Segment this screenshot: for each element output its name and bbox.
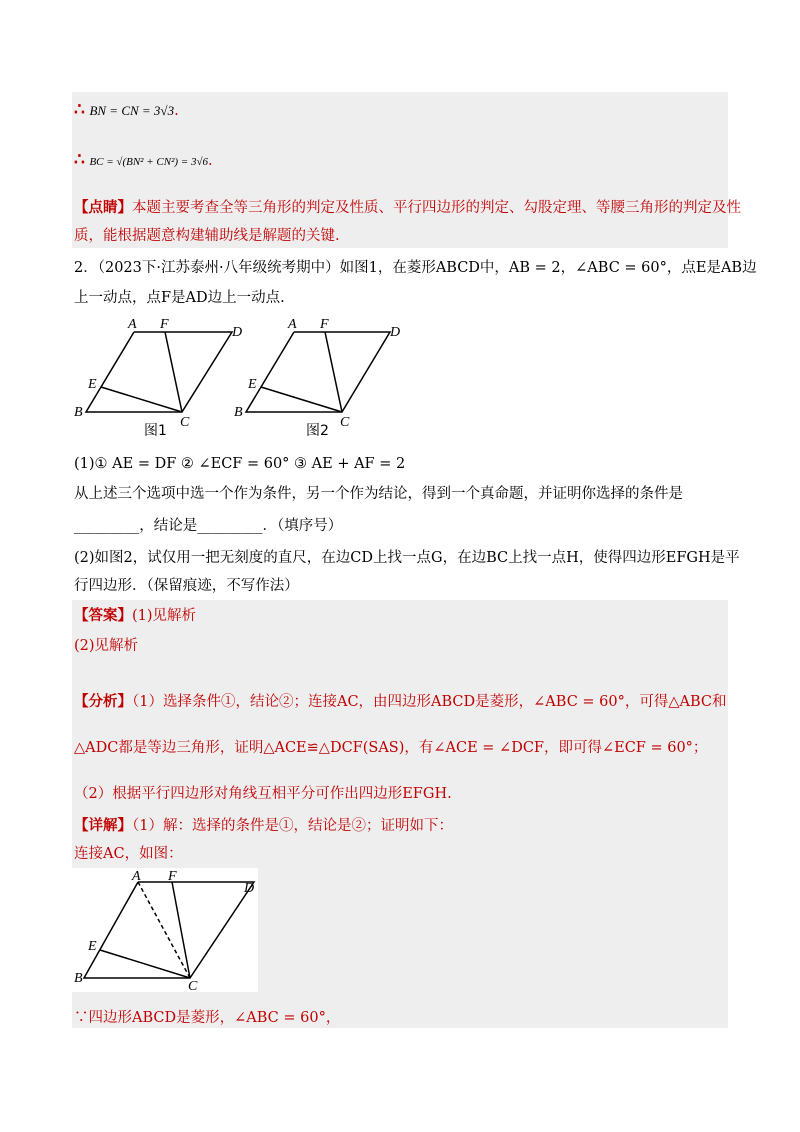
analysis-line1 — [74, 692, 727, 712]
label-A: A — [128, 317, 137, 332]
label-F: F — [168, 869, 177, 884]
q2-p1-options: (1)① AE = DF ② ∠ECF = 60° ③ AE + AF = 2 — [74, 456, 406, 472]
label-E: E — [88, 939, 97, 954]
detail-line1 — [74, 816, 453, 836]
comment-text1: 本题主要考查全等三角形的判定及性质、平行四边形的判定、勾股定理、等腰三角形的判定及性 — [132, 200, 741, 216]
therefore-symbol: ∴ — [74, 100, 85, 120]
comment-text2: 质，能根据题意构建辅助线是解题的关键. — [74, 228, 340, 244]
label-C: C — [340, 415, 350, 430]
label-D: D — [232, 325, 243, 340]
figure-1-caption: 图1 — [144, 423, 167, 439]
label-B: B — [234, 405, 243, 420]
detail-line2: 连接AC，如图： — [74, 846, 183, 862]
label-A: A — [288, 317, 297, 332]
answer-tag: 【答案】 — [74, 607, 132, 624]
sol1-end1: . — [174, 103, 179, 119]
sol1-math1: BN = CN = 3√3 — [89, 103, 175, 118]
q2-p2-line1: (2)如图2，试仅用一把无刻度的直尺，在边CD上找一点G，在边BC上找一点H，使得四边形EFGH是平 — [74, 550, 740, 566]
detail-line3: ∵四边形ABCD是菱形，∠ABC = 60°， — [74, 1010, 341, 1026]
q2-line2: 上一动点，点F是AD边上一动点. — [74, 290, 285, 306]
rhombus-diagram-3 — [72, 868, 258, 992]
analysis-an1: （1）选择条件①，结论②；连接AC，由四边形ABCD是菱形，∠ABC = 60°，可得△ABC和 — [132, 694, 727, 710]
comment-line2 — [74, 226, 340, 246]
analysis-line2: △ADC都是等边三角形，证明△ACE≌△DCF(SAS)，有∠ACE = ∠DCF，即可得∠ECF = 60°； — [74, 740, 708, 756]
sol1-line1 — [74, 100, 179, 121]
detail-tag: 【详解】 — [74, 817, 132, 834]
q2-p1-text: 从上述三个选项中选一个作为条件，另一个作为结论，得到一个真命题，并证明你选择的条件是 — [74, 486, 683, 502]
label-D: D — [390, 325, 401, 340]
answer-line2: (2)见解析 — [74, 638, 139, 654]
figure-2 — [232, 312, 412, 442]
label-A: A — [132, 869, 141, 884]
analysis-tag: 【分析】 — [74, 693, 132, 710]
label-C: C — [180, 415, 190, 430]
therefore-symbol: ∴ — [74, 150, 85, 170]
label-E: E — [248, 377, 257, 392]
answer-line1 — [74, 606, 196, 626]
comment-line1 — [74, 198, 741, 218]
sol1-math2: BC = √(BN² + CN²) = 3√6 — [89, 156, 208, 168]
label-B: B — [74, 971, 83, 986]
sol1-line2 — [74, 150, 213, 172]
sol1-end2: . — [208, 153, 213, 169]
label-D: D — [244, 881, 255, 896]
figure-1 — [72, 312, 252, 442]
label-B: B — [74, 405, 83, 420]
figure-3 — [72, 868, 258, 992]
detail-d1: （1）解：选择的条件是①，结论是②；证明如下： — [132, 818, 453, 834]
analysis-line3: （2）根据平行四边形对角线互相平分可作出四边形EFGH. — [74, 786, 452, 802]
q2-line1: 2．（2023下·江苏泰州·八年级统考期中）如图1，在菱形ABCD中，AB = 2，∠ABC = 60°，点E是AB边 — [74, 260, 757, 276]
label-F: F — [160, 317, 169, 332]
label-F: F — [320, 317, 329, 332]
label-E: E — [88, 377, 97, 392]
answer-a1: (1)见解析 — [132, 608, 197, 624]
comment-tag: 【点睛】 — [74, 199, 132, 216]
label-C: C — [188, 979, 198, 992]
figure-2-caption: 图2 — [306, 423, 329, 439]
q2-p2-line2: 行四边形．（保留痕迹，不写作法） — [74, 578, 299, 594]
q2-p1-blank: _________，结论是_________．（填序号） — [74, 518, 343, 534]
